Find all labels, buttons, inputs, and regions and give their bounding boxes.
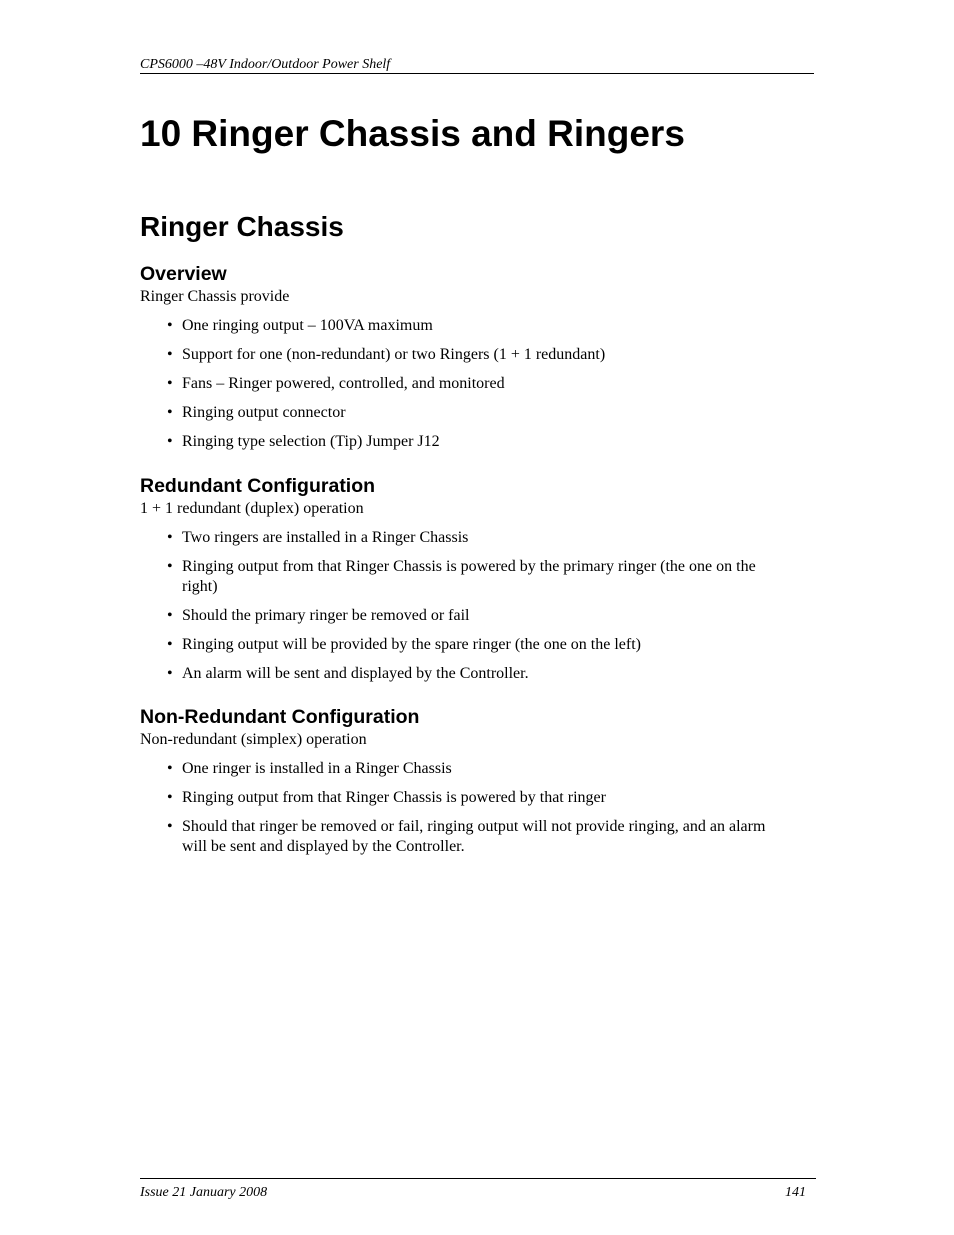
list-item — [140, 664, 782, 684]
list-item — [140, 432, 782, 452]
issue-date: Issue 21 January 2008 — [140, 1185, 268, 1200]
non-redundant-list — [140, 759, 800, 857]
list-item-text: Ringing output connector — [182, 404, 346, 421]
list-item-text: Support for one (non-redundant) or two Ringers (1 + 1 redundant) — [182, 346, 606, 363]
overview-intro: Ringer Chassis provide — [140, 288, 290, 305]
bullet-icon: • — [167, 789, 173, 806]
list-item — [140, 635, 782, 655]
redundant-intro: 1 + 1 redundant (duplex) operation — [140, 500, 364, 517]
bullet-icon: • — [167, 375, 173, 392]
bullet-icon: • — [167, 665, 173, 682]
overview-subsection — [140, 262, 800, 452]
list-item — [140, 817, 782, 857]
list-item — [140, 759, 782, 779]
page-number: 141 — [785, 1185, 806, 1200]
list-item — [140, 345, 782, 365]
list-item-text: Should that ringer be removed or fail, ringing output will not provide ringing, and an alarm will be sent and displayed by the Controller. — [182, 818, 766, 855]
list-item — [140, 374, 782, 394]
list-item-text: Two ringers are installed in a Ringer Chassis — [182, 529, 469, 546]
list-item-text: One ringing output – 100VA maximum — [182, 317, 433, 334]
list-item-text: Ringing output will be provided by the spare ringer (the one on the left) — [182, 636, 641, 653]
redundant-configuration-subsection — [140, 474, 800, 684]
list-item-text: An alarm will be sent and displayed by the Controller. — [182, 665, 529, 682]
redundant-heading: Redundant Configuration — [140, 475, 376, 497]
list-item — [140, 788, 782, 808]
list-item-text: Fans – Ringer powered, controlled, and monitored — [182, 375, 505, 392]
overview-heading: Overview — [140, 263, 227, 285]
bullet-icon: • — [167, 636, 173, 653]
running-footer — [140, 1178, 816, 1200]
list-item — [140, 403, 782, 423]
chapter-title: 10 Ringer Chassis and Ringers — [140, 113, 685, 154]
bullet-icon: • — [167, 404, 173, 421]
bullet-icon: • — [167, 529, 173, 546]
section-title: Ringer Chassis — [140, 211, 344, 242]
list-item-text: Ringing output from that Ringer Chassis is powered by that ringer — [182, 789, 606, 806]
list-item-text: Ringing output from that Ringer Chassis is powered by the primary ringer (the one on the right) — [182, 558, 756, 595]
non-redundant-heading: Non-Redundant Configuration — [140, 706, 420, 728]
bullet-icon: • — [167, 558, 173, 575]
list-item — [140, 528, 782, 548]
running-header: CPS6000 –48V Indoor/Outdoor Power Shelf — [140, 56, 814, 74]
list-item — [140, 606, 782, 626]
list-item-text: Should the primary ringer be removed or fail — [182, 607, 470, 624]
redundant-list — [140, 528, 800, 684]
non-redundant-intro: Non-redundant (simplex) operation — [140, 731, 367, 748]
bullet-icon: • — [167, 433, 173, 450]
list-item — [140, 557, 782, 597]
bullet-icon: • — [167, 607, 173, 624]
non-redundant-configuration-subsection — [140, 705, 800, 857]
bullet-icon: • — [167, 346, 173, 363]
bullet-icon: • — [167, 317, 173, 334]
list-item-text: Ringing type selection (Tip) Jumper J12 — [182, 433, 440, 450]
overview-list — [140, 316, 800, 452]
bullet-icon: • — [167, 818, 173, 835]
list-item-text: One ringer is installed in a Ringer Chassis — [182, 760, 452, 777]
list-item — [140, 316, 782, 336]
bullet-icon: • — [167, 760, 173, 777]
